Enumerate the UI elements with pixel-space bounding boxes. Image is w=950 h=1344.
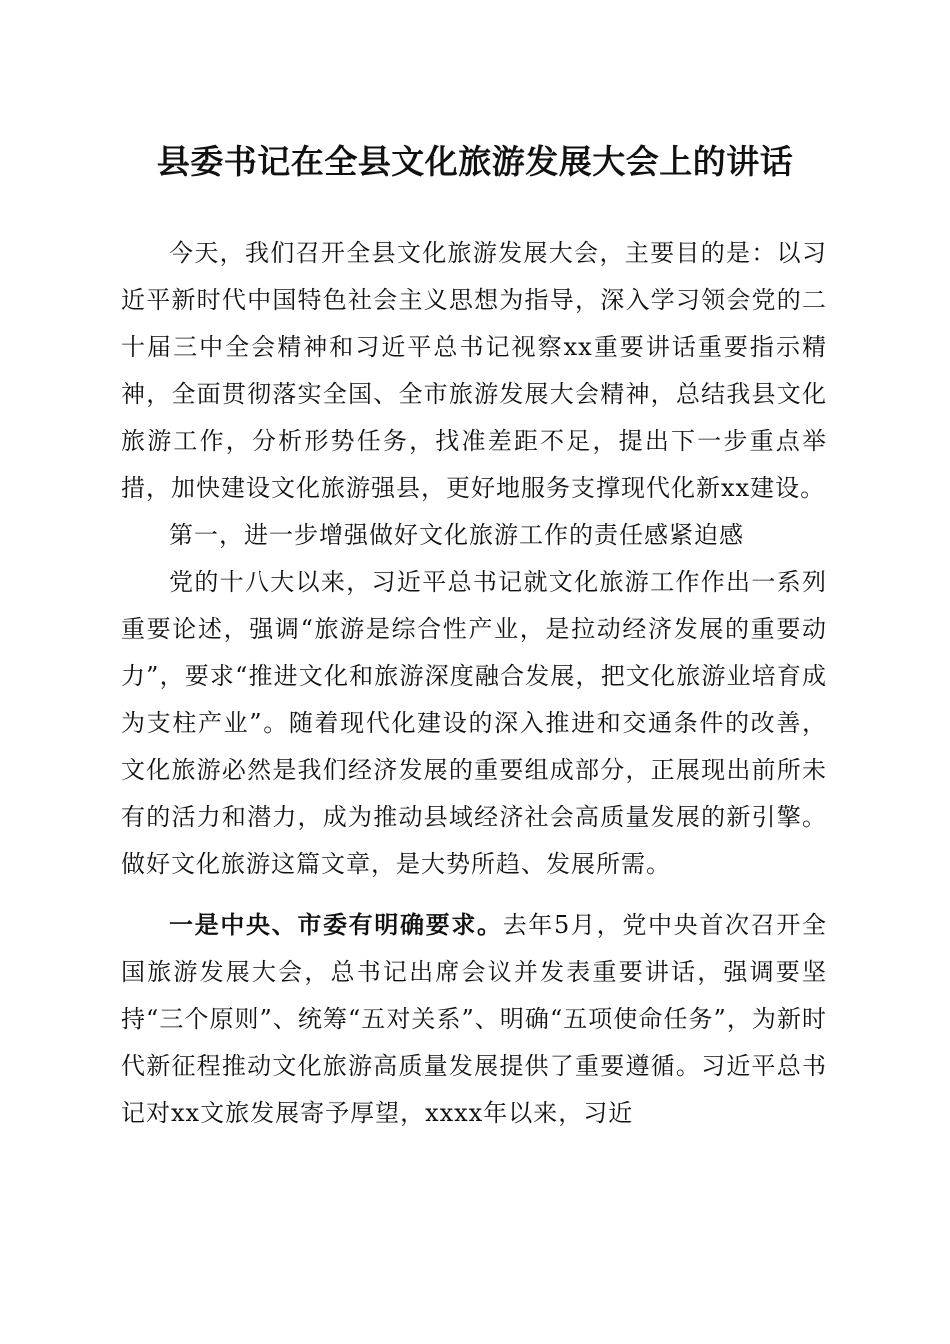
document-body [121, 230, 827, 1137]
section-heading: 第一，进一步增强做好文化旅游工作的责任感紧迫感 [169, 521, 744, 549]
document-title: 县委书记在全县文化旅游发展大会上的讲话 [156, 142, 794, 181]
point-text: 去年5月，党中央首次召开全国旅游发展大会，总书记出席会议并发表重要讲话，强调要坚持“三个原则”、统筹“五对关系”、明确“五项使命任务”，为新时代新征程推动文化旅游高质量发展提供了重要遵循。习近平总书记对xx文旅发展寄予厚望，xxxx年以来，习近 [121, 911, 827, 1127]
section-paragraph: 党的十八大以来，习近平总书记就文化旅游工作作出一系列重要论述，强调“旅游是综合性产业，是拉动经济发展的重要动力”，要求“推进文化和旅游深度融合发展，把文化旅游业培育成为支柱产业”。随着现代化建设的深入推进和交通条件的改善，文化旅游必然是我们经济发展的重要组成部分，正展现出前所未有的活力和潜力，成为推动县域经济社会高质量发展的新引擎。做好文化旅游这篇文章，是大势所趋、发展所需。 [121, 568, 827, 878]
intro-paragraph: 今天，我们召开全县文化旅游发展大会，主要目的是：以习近平新时代中国特色社会主义思想为指导，深入学习领会党的二十届三中全会精神和习近平总书记视察xx重要讲话重要指示精神，全面贯彻落实全国、全市旅游发展大会精神，总结我县文化旅游工作，分析形势任务，找准差距不足，提出下一步重点举措，加快建设文化旅游强县，更好地服务支撑现代化新xx建设。 [121, 239, 827, 502]
point-lead: 一是中央、市委有明确要求。 [169, 911, 503, 939]
paragraph-gap [121, 888, 827, 902]
point-paragraph [121, 902, 827, 1137]
